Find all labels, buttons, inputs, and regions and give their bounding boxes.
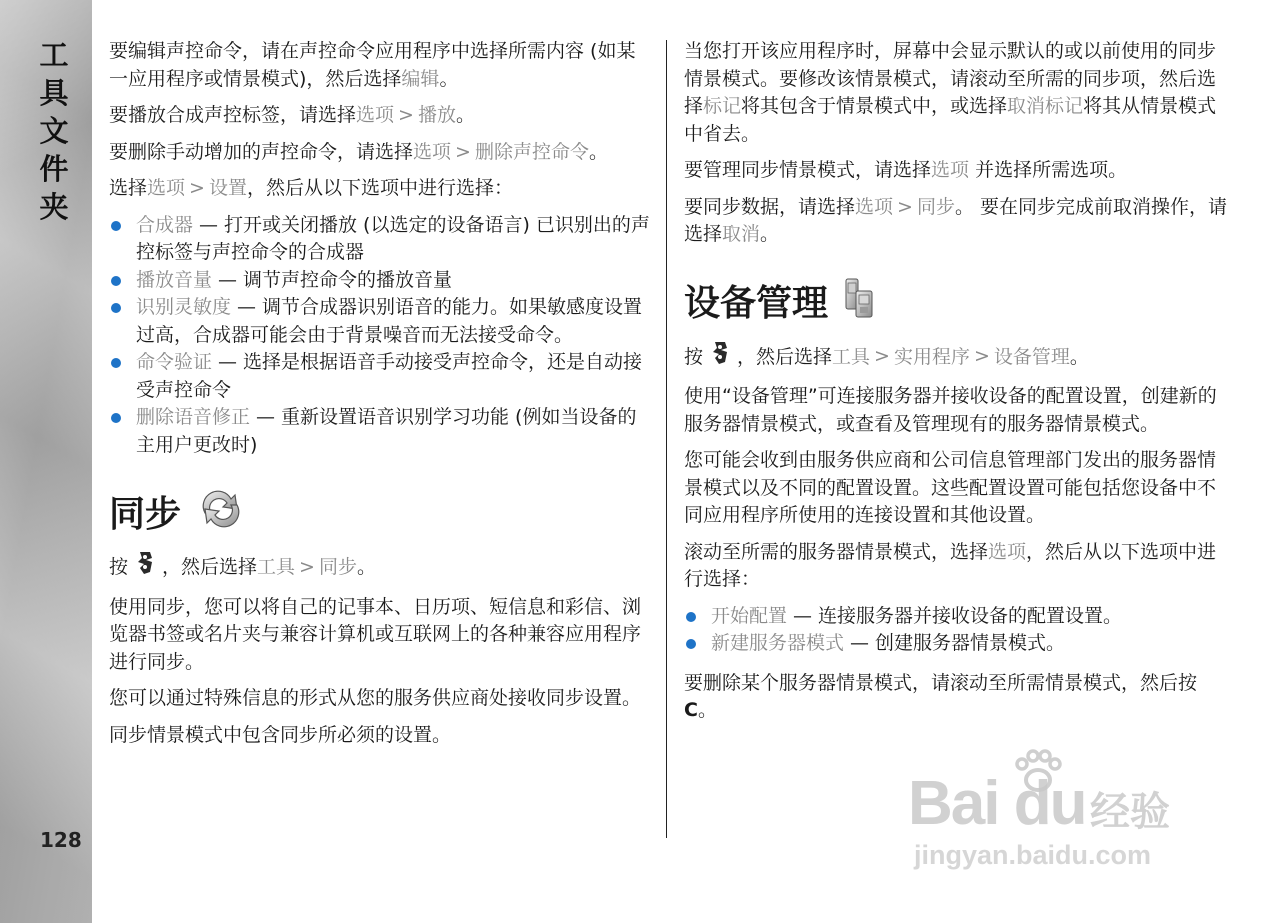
bullet-icon — [686, 639, 696, 649]
list-item — [109, 267, 654, 295]
menu-link-mark[interactable]: 标记 — [703, 95, 742, 117]
text: 要删除手动增加的声控命令，请选择 — [109, 140, 414, 163]
paragraph-sync-profile-edit — [684, 38, 1229, 148]
menu-link-device-manager[interactable]: 设备管理 — [993, 345, 1070, 368]
option-term[interactable]: 播放音量 — [136, 268, 213, 291]
bullet-icon — [686, 612, 696, 622]
section-title: 同步 — [109, 493, 182, 535]
menu-link-unmark[interactable]: 取消标记 — [1007, 95, 1084, 117]
device-manager-icon — [842, 277, 878, 332]
chapter-title: 工具文件夹 — [39, 38, 69, 224]
text: 。 — [455, 104, 475, 126]
menu-key-icon — [709, 340, 731, 375]
right-column — [684, 38, 1229, 734]
list-item — [684, 603, 1229, 631]
bullet-icon — [111, 276, 121, 286]
option-description: 选择是根据语音手动接受声控命令，还是自动接受声控命令 — [136, 351, 643, 401]
text: 要管理同步情景模式，请选择 — [684, 159, 932, 181]
section-title: 设备管理 — [684, 283, 829, 324]
paragraph-dm-press — [684, 340, 1229, 375]
baidu-watermark — [908, 748, 1208, 878]
option-description: 调节合成器识别语音的能力。如果敏感度设置过高，合成器可能会由于背景噪音而无法接受命令。 — [136, 296, 643, 346]
option-term[interactable]: 合成器 — [136, 213, 194, 236]
page-number: 128 — [40, 828, 82, 852]
dm-option-list — [684, 603, 1229, 658]
dash: — — [199, 213, 219, 236]
paragraph-edit-command — [109, 38, 654, 93]
menu-link-cancel[interactable]: 取消 — [722, 223, 761, 245]
bullet-icon — [111, 358, 121, 368]
option-term[interactable]: 新建服务器模式 — [711, 632, 845, 654]
menu-key-icon — [134, 550, 156, 585]
menu-link-options[interactable]: 选项 — [413, 140, 452, 163]
text: 要删除某个服务器情景模式，请滚动至所需情景模式，然后按 — [684, 671, 1198, 694]
paragraph-dm-delete — [684, 670, 1229, 725]
section-heading-device-manager — [684, 277, 1229, 332]
paragraph-sync-press — [109, 550, 654, 585]
left-column — [109, 38, 654, 758]
menu-link-play[interactable]: 播放 — [417, 104, 456, 126]
text: 。 — [760, 223, 780, 245]
text: 。 — [697, 699, 717, 721]
arrow-separator: > — [455, 140, 471, 163]
text: 当您打开该应用程序时，屏幕中会显示默认的或以前使用的同步情景模式。要修改该情景模式，请滚动至所需的同步项，然后选择 — [684, 40, 1217, 117]
option-term[interactable]: 命令验证 — [136, 351, 213, 373]
dash: — — [850, 632, 870, 654]
menu-link-options[interactable]: 选项 — [855, 195, 894, 218]
watermark-logo: Bai du — [908, 769, 1086, 838]
list-item — [109, 404, 654, 459]
text: ，然后选择 — [737, 345, 833, 368]
text: 要同步数据，请选择 — [684, 195, 856, 218]
text: 并选择所需选项。 — [969, 159, 1128, 181]
menu-link-options[interactable]: 选项 — [147, 177, 186, 199]
text: 按 — [684, 345, 704, 368]
menu-link-delete-voice-command[interactable]: 删除声控命令 — [474, 140, 589, 163]
column-divider — [666, 40, 667, 838]
option-description: 创建服务器情景模式。 — [875, 632, 1066, 654]
menu-link-utilities[interactable]: 实用程序 — [893, 345, 970, 368]
dash: — — [218, 268, 238, 291]
text: 将其包含于情景模式中，或选择 — [741, 95, 1008, 117]
paragraph-sync-usage: 使用同步，您可以将自己的记事本、日历项、短信息和彩信、浏览器书签或名片夹与兼容计算机或互联网上的各种兼容应用程序进行同步。 — [109, 595, 642, 673]
menu-link-settings[interactable]: 设置 — [208, 177, 247, 199]
paragraph-delete-command — [109, 139, 654, 167]
section-heading-sync — [109, 487, 654, 542]
watermark-cn: 经验 — [1090, 789, 1170, 835]
paragraph-dm-usage: 使用“设备管理”可连接服务器并接收设备的配置设置，创建新的服务器情景模式，或查看及管理现有的服务器情景模式。 — [684, 385, 1217, 435]
menu-link-options[interactable]: 选项 — [356, 104, 395, 126]
text: 。 — [439, 67, 459, 90]
option-term[interactable]: 删除语音修正 — [136, 406, 251, 428]
arrow-separator: > — [973, 345, 990, 368]
option-description: 重新设置语音识别学习功能 (例如当设备的主用户更改时) — [136, 406, 637, 456]
text: 。 — [588, 140, 608, 163]
text: 要编辑声控命令，请在声控命令应用程序中选择所需内容 (如某一应用程序或情景模式)，然后选择 — [109, 40, 636, 90]
sync-icon — [195, 487, 247, 542]
text: ，然后从以下选项中进行选择： — [684, 540, 1217, 590]
dash: — — [237, 296, 257, 318]
watermark-url: jingyan.baidu.com — [914, 840, 1152, 870]
dash: — — [793, 604, 813, 627]
option-description: 连接服务器并接收设备的配置设置。 — [818, 604, 1123, 627]
text: 。 — [1069, 345, 1089, 368]
option-description: 打开或关闭播放 (以选定的设备语言) 已识别出的声控标签与声控命令的合成器 — [136, 213, 650, 263]
menu-link-sync[interactable]: 同步 — [318, 555, 357, 578]
sidebar — [0, 0, 92, 923]
option-description: 调节声控命令的播放音量 — [243, 268, 453, 291]
paragraph-dm-profiles: 您可能会收到由服务供应商和公司信息管理部门发出的服务器情景模式以及不同的配置设置。这些配置设置可能包括您设备中不同应用程序所使用的连接设置和其他设置。 — [684, 449, 1217, 526]
menu-link-sync[interactable]: 同步 — [916, 195, 955, 218]
paragraph-play — [109, 102, 654, 130]
key-c: C — [684, 699, 698, 721]
settings-option-list — [109, 212, 654, 460]
menu-link-options[interactable]: 选项 — [931, 159, 970, 181]
list-item — [684, 630, 1229, 658]
arrow-separator: > — [398, 104, 414, 126]
text: ，然后从以下选项中进行选择： — [246, 177, 513, 199]
paragraph-sync-profile: 同步情景模式中包含同步所必须的设置。 — [109, 723, 452, 746]
text: ，然后选择 — [162, 555, 258, 578]
bullet-icon — [111, 413, 121, 423]
paragraph-sync-receive: 您可以通过特殊信息的形式从您的服务供应商处接收同步设置。 — [109, 687, 642, 709]
menu-link-tools[interactable]: 工具 — [832, 345, 871, 368]
paragraph-settings — [109, 175, 654, 203]
menu-link-options[interactable]: 选项 — [988, 540, 1027, 563]
text: 滚动至所需的服务器情景模式，选择 — [684, 540, 989, 563]
text: 。 要在同步完成前取消操作，请选择 — [684, 195, 1228, 245]
option-term[interactable]: 开始配置 — [711, 604, 788, 627]
list-item — [109, 212, 654, 267]
bullet-icon — [111, 303, 121, 313]
text: 要播放合成声控标签，请选择 — [109, 104, 357, 126]
text: 按 — [109, 555, 129, 578]
list-item — [109, 294, 654, 349]
bullet-icon — [111, 221, 121, 231]
text: 选择 — [109, 177, 148, 199]
list-item — [109, 349, 654, 404]
dash: — — [218, 351, 238, 373]
menu-link-edit[interactable]: 编辑 — [401, 67, 440, 90]
menu-link-tools[interactable]: 工具 — [257, 555, 296, 578]
paragraph-dm-select — [684, 539, 1229, 594]
arrow-separator: > — [897, 195, 913, 218]
text: 。 — [356, 555, 376, 578]
paragraph-sync-data — [684, 194, 1229, 249]
arrow-separator: > — [189, 177, 205, 199]
dash: — — [256, 406, 276, 428]
arrow-separator: > — [299, 555, 315, 578]
paragraph-manage-profile — [684, 157, 1229, 185]
arrow-separator: > — [874, 345, 890, 368]
text: 将其从情景模式中省去。 — [684, 95, 1217, 145]
option-term[interactable]: 识别灵敏度 — [136, 296, 232, 318]
